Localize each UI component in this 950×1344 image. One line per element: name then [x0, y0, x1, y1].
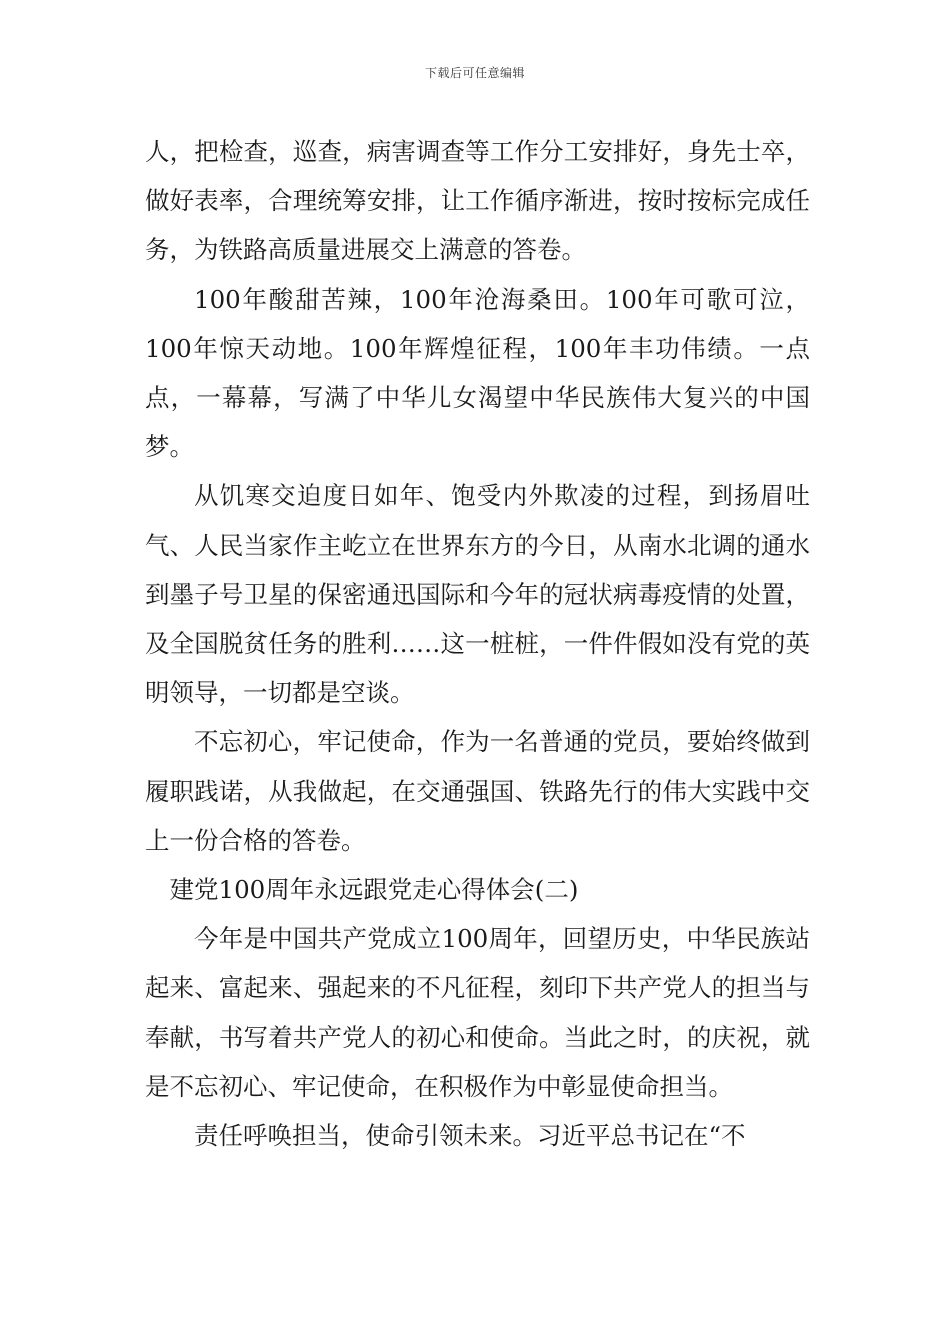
section-heading: 建党100周年永远跟党走心得体会(二) — [169, 875, 579, 905]
paragraph: 从饥寒交迫度日如年、饱受内外欺凌的过程，到扬眉吐气、人民当家作主屹立在世界东方的今日，从南水北调的通水到墨子号卫星的保密通迅国际和今年的冠状病毒疫情的处置，及全国脱贫任务的胜利……这一桩桩，一件件假如没有党的英明领导，一切都是空谈。 — [145, 481, 810, 708]
document-body — [145, 127, 810, 1160]
paragraph: 不忘初心，牢记使命，作为一名普通的党员，要始终做到履职践诺，从我做起，在交通强国、铁路先行的伟大实践中交上一份合格的答卷。 — [145, 727, 810, 855]
paragraph-continued: 人，把检查，巡查，病害调查等工作分工安排好，身先士卒，做好表率，合理统筹安排，让工作循序渐进，按时按标完成任务，为铁路高质量进展交上满意的答卷。 — [145, 137, 810, 265]
page-header-note: 下载后可任意编辑 — [424, 66, 525, 80]
paragraph: 责任呼唤担当，使命引领未来。习近平总书记在“不 — [194, 1121, 746, 1151]
paragraph: 今年是中国共产党成立100周年，回望历史，中华民族站起来、富起来、强起来的不凡征程，刻印下共产党人的担当与奉献，书写着共产党人的初心和使命。当此之时，的庆祝，就是不忘初心、牢记使命，在积极作为中彰显使命担当。 — [145, 924, 810, 1101]
paragraph: 100年酸甜苦辣，100年沧海桑田。100年可歌可泣，100年惊天动地。100年辉煌征程，100年丰功伟绩。一点点，一幕幕，写满了中华儿女渴望中华民族伟大复兴的中国梦。 — [145, 284, 810, 462]
